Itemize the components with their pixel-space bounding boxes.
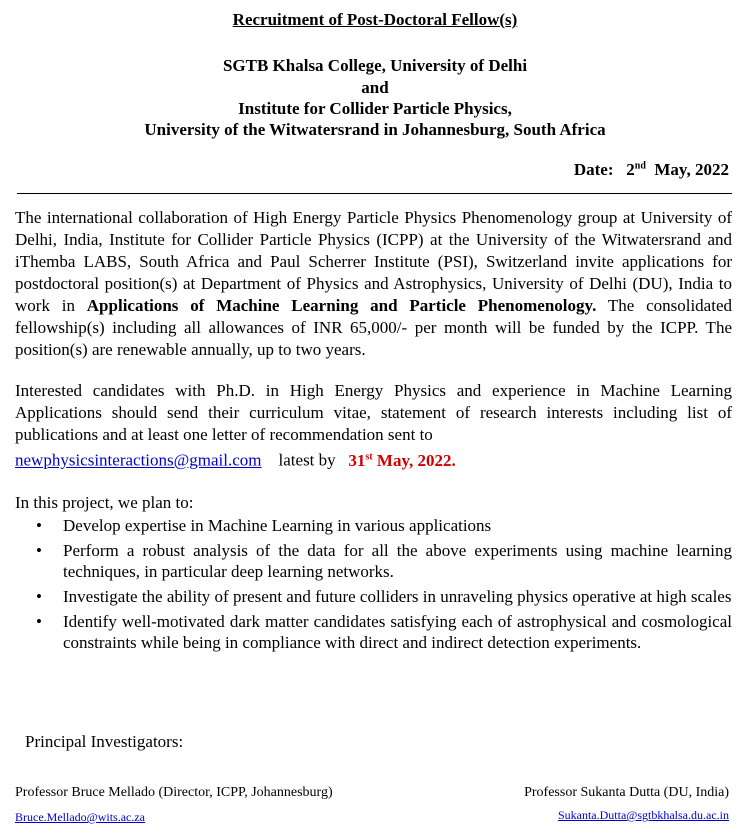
horizontal-rule <box>17 193 732 194</box>
list-item-text: Investigate the ability of present and future colliders in unraveling physics operative at high scales <box>63 587 732 606</box>
institution-line-3: Institute for Collider Particle Physics, <box>238 99 512 118</box>
deadline-suffix: st <box>365 451 373 462</box>
project-intro: In this project, we plan to: <box>15 493 194 512</box>
pi-right-email-link[interactable]: Sukanta.Dutta@sgtbkhalsa.du.ac.in <box>557 808 729 822</box>
deadline-rest: May, 2022. <box>376 450 456 470</box>
latest-by-text: latest by <box>278 450 336 470</box>
bullet-icon: • <box>36 612 42 631</box>
list-item-text: Develop expertise in Machine Learning in various applications <box>63 516 492 535</box>
principal-investigators-heading: Principal Investigators: <box>25 732 184 751</box>
institution-line-1: SGTB Khalsa College, University of Delhi <box>222 56 528 75</box>
list-item-text: Identify well-motivated dark matter candidates satisfying each of astrophysical and cosmological constraints while being in compliance with direct and indirect detection experiments. <box>63 612 732 652</box>
bullet-icon: • <box>36 541 42 560</box>
deadline-date <box>348 451 455 470</box>
deadline-day: 31 <box>348 450 366 470</box>
list-item-text: Perform a robust analysis of the data for all the above experiments using machine learning techniques, in particular deep learning networks. <box>63 541 732 581</box>
contact-email-link[interactable]: newphysicsinteractions@gmail.com <box>15 450 262 470</box>
paragraph-announcement-bold: Applications of Machine Learning and Particle Phenomenology. <box>86 296 597 315</box>
pi-right-name: Professor Sukanta Dutta (DU, India) <box>524 785 729 800</box>
paragraph-application-text: Interested candidates with Ph.D. in High Energy Physics and experience in Machine Learning Applications should send their curriculum vitae, statement of research interests including list of publications and at least one letter of recommendation sent to <box>15 381 732 444</box>
paragraph-announcement-text-a: The international collaboration of High Energy Particle Physics Phenomenology group at University of Delhi, India, Institute for Collider Particle Physics (ICPP) at the University of the Witwatersrand and iThemba LABS, South Africa and Paul Scherrer Institute (PSI), Switzerland invite applications for postdoctoral position(s) at Department of Physics and Astrophysics, University of Delhi (DU), India to work in <box>15 208 732 315</box>
paragraph-announcement-text-b: The consolidated fellowship(s) including all allowances of INR 65,000/- per month will be funded by the ICPP. The position(s) are renewable annually, up to two years. <box>15 296 732 359</box>
bullet-icon: • <box>36 587 42 606</box>
list-item <box>15 515 732 536</box>
project-goals-list <box>15 515 732 657</box>
list-item <box>15 586 732 607</box>
paragraph-announcement <box>15 207 732 361</box>
bullet-icon: • <box>36 516 42 535</box>
paragraph-application <box>15 380 732 472</box>
document-date <box>574 160 729 180</box>
date-month-year: May, 2022 <box>654 160 729 179</box>
date-day: 2 <box>626 160 635 179</box>
pi-left-name: Professor Bruce Mellado (Director, ICPP, Johannesburg) <box>15 785 333 800</box>
list-item <box>15 540 732 582</box>
document-title: Recruitment of Post-Doctoral Fellow(s) <box>232 10 518 29</box>
pi-left-email-link[interactable]: Bruce.Mellado@wits.ac.za <box>15 810 146 824</box>
institution-line-4: University of the Witwatersrand in Johannesburg, South Africa <box>144 120 606 139</box>
list-item <box>15 611 732 653</box>
date-suffix: nd <box>634 160 646 172</box>
institution-line-2: and <box>361 78 389 97</box>
date-label: Date: <box>573 160 614 179</box>
